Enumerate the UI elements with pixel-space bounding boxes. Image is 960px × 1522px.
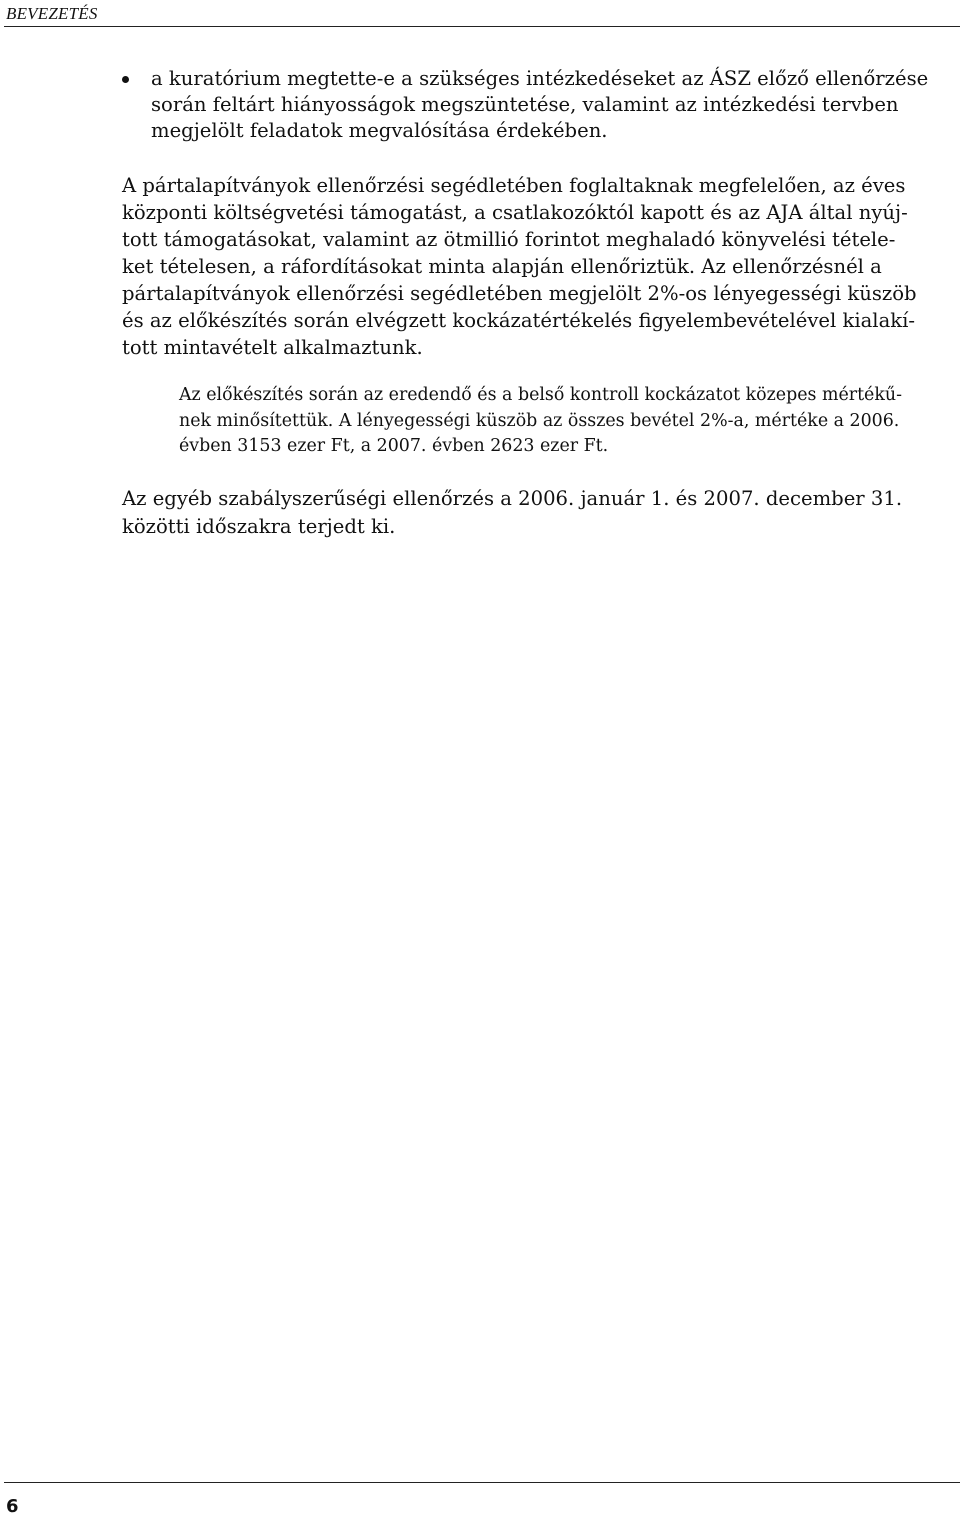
paragraph-line: Az egyéb szabályszerűségi ellenőrzés a 2006. január 1. és 2007. december 31.	[122, 487, 903, 510]
body-paragraph-sampling	[122, 172, 960, 361]
footer-divider	[4, 1482, 960, 1483]
paragraph-line: A pártalapítványok ellenőrzési segédletében foglaltaknak megfelelően, az éves	[122, 174, 906, 197]
note-line: évben 3153 ezer Ft, a 2007. évben 2623 ezer Ft.	[179, 436, 609, 456]
indented-note-paragraph	[179, 383, 960, 460]
paragraph-line: közötti időszakra terjedt ki.	[122, 515, 396, 538]
paragraph-line: és az előkészítés során elvégzett kockázatértékelés figyelembevételével kialakí-	[122, 309, 916, 332]
header-divider	[4, 26, 960, 27]
bullet-line: a kuratórium megtette-e a szükséges intézkedéseket az ÁSZ előző ellenőrzése	[151, 67, 929, 90]
note-line: Az előkészítés során az eredendő és a belső kontroll kockázatot közepes mértékű-	[179, 385, 902, 405]
bullet-line: során feltárt hiányosságok megszüntetése, valamint az intézkedési tervben	[151, 93, 899, 116]
bullet-dot-icon	[122, 76, 129, 83]
paragraph-line: tott mintavételt alkalmaztunk.	[122, 336, 423, 359]
body-paragraph-period	[122, 485, 960, 541]
paragraph-line: ket tételesen, a ráfordításokat minta alapján ellenőriztük. Az ellenőrzésnél a	[122, 255, 882, 278]
paragraph-line: központi költségvetési támogatást, a csatlakozóktól kapott és az AJA által nyúj-	[122, 201, 908, 224]
running-header-title: BEVEZETÉS	[6, 4, 98, 23]
paragraph-line: pártalapítványok ellenőrzési segédletében megjelölt 2%-os lényegességi küszöb	[122, 282, 917, 305]
note-line: nek minősítettük. A lényegességi küszöb az összes bevétel 2%-a, mértéke a 2006.	[179, 410, 900, 431]
bullet-text	[151, 66, 928, 144]
paragraph-line: tott támogatásokat, valamint az ötmillió forintot meghaladó könyvelési tétele-	[122, 228, 896, 251]
bullet-line: megjelölt feladatok megvalósítása érdekében.	[151, 119, 608, 142]
page-number: 6	[6, 1496, 19, 1517]
